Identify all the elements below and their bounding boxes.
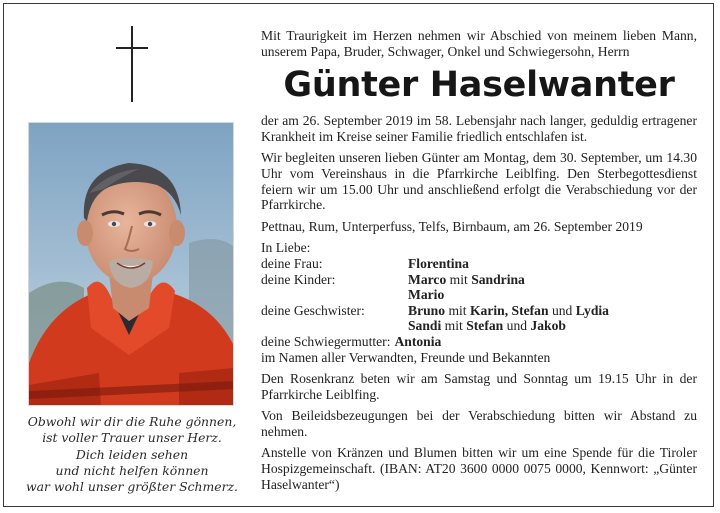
relative-name: Bruno xyxy=(408,302,446,318)
relative-label: deine Kinder: xyxy=(261,271,336,287)
deceased-name: Günter Haselwanter xyxy=(283,65,675,106)
connector-text: und xyxy=(551,302,573,318)
portrait-photo xyxy=(28,122,234,406)
relatives-list xyxy=(261,240,697,365)
poem xyxy=(20,414,244,495)
relative-row xyxy=(261,272,697,288)
connector-text: mit xyxy=(448,302,467,318)
relative-row xyxy=(261,318,697,334)
all-relatives-text: im Namen aller Verwandten, Freunde und Bekannten xyxy=(261,349,551,365)
obituary-card xyxy=(3,3,714,507)
relative-row xyxy=(261,303,697,319)
cross-icon xyxy=(116,26,148,102)
poem-line: Obwohl wir dir die Ruhe gönnen, xyxy=(27,414,237,429)
relative-name: Antonia xyxy=(394,333,442,349)
connector-text: und xyxy=(506,318,528,334)
relative-row xyxy=(261,334,697,350)
relative-name: Stefan xyxy=(466,318,504,334)
funeral-info: Wir begleiten unseren lieben Günter am Montag, dem 30. September, um 14.30 Uhr vom Vereinshaus in die Pfarrkirche Leiblfing. Den Sterbegottesdienst feiern wir um 15.00 Uhr und anschließend erfolgt die Verabschiedung vor der Pfarrkirche. xyxy=(261,150,697,213)
relative-name: Sandi xyxy=(408,318,442,334)
poem-line: ist voller Trauer unser Herz. xyxy=(42,430,222,446)
relative-label: deine Schwiegermutter: xyxy=(261,333,391,349)
obituary-text xyxy=(261,28,697,492)
relative-label: deine Frau: xyxy=(261,255,323,271)
relative-row xyxy=(261,256,697,272)
relative-name: Marco xyxy=(408,271,447,287)
poem-line: und nicht helfen können xyxy=(55,462,209,478)
relative-name: Mario xyxy=(408,287,445,303)
death-notice: der am 26. September 2019 im 58. Lebensjahr nach langer, geduldig ertragener Krankheit im Kreise seiner Familie friedlich entschlafen ist. xyxy=(261,113,697,144)
relative-row xyxy=(261,287,697,303)
relative-name: Florentina xyxy=(408,255,469,271)
donation-note: Anstelle von Kränzen und Blumen bitten wir um eine Spende für die Tiroler Hospizgemeinschaft. (IBAN: AT20 3600 0000 0075 0000, Kennwort: „Günter Haselwanter“) xyxy=(261,445,697,492)
intro-text: Mit Traurigkeit im Herzen nehmen wir Abschied von meinem lieben Mann, unserem Papa, Bruder, Schwager, Onkel und Schwiegersohn, Herrn xyxy=(261,28,697,59)
connector-text: mit xyxy=(449,271,468,287)
condolence-note: Von Beileidsbezeugungen bei der Verabschiedung bitten wir Abstand zu nehmen. xyxy=(261,408,697,439)
rosary-info: Den Rosenkranz beten wir am Samstag und Sonntag um 19.15 Uhr in der Pfarrkirche Leiblfing. xyxy=(261,371,697,402)
in-love-label: In Liebe: xyxy=(261,240,311,256)
relative-name: Sandrina xyxy=(471,271,525,287)
relative-label: deine Geschwister: xyxy=(261,302,365,318)
place-date: Pettnau, Rum, Unterperfuss, Telfs, Birnbaum, am 26. September 2019 xyxy=(261,218,643,234)
relative-name: Jakob xyxy=(530,318,566,334)
connector-text: mit xyxy=(444,318,463,334)
poem-line: war wohl unser größter Schmerz. xyxy=(26,479,238,495)
relative-name: Karin, Stefan xyxy=(469,302,549,318)
poem-line: Dich leiden sehen xyxy=(75,446,189,462)
relative-name: Lydia xyxy=(575,302,609,318)
